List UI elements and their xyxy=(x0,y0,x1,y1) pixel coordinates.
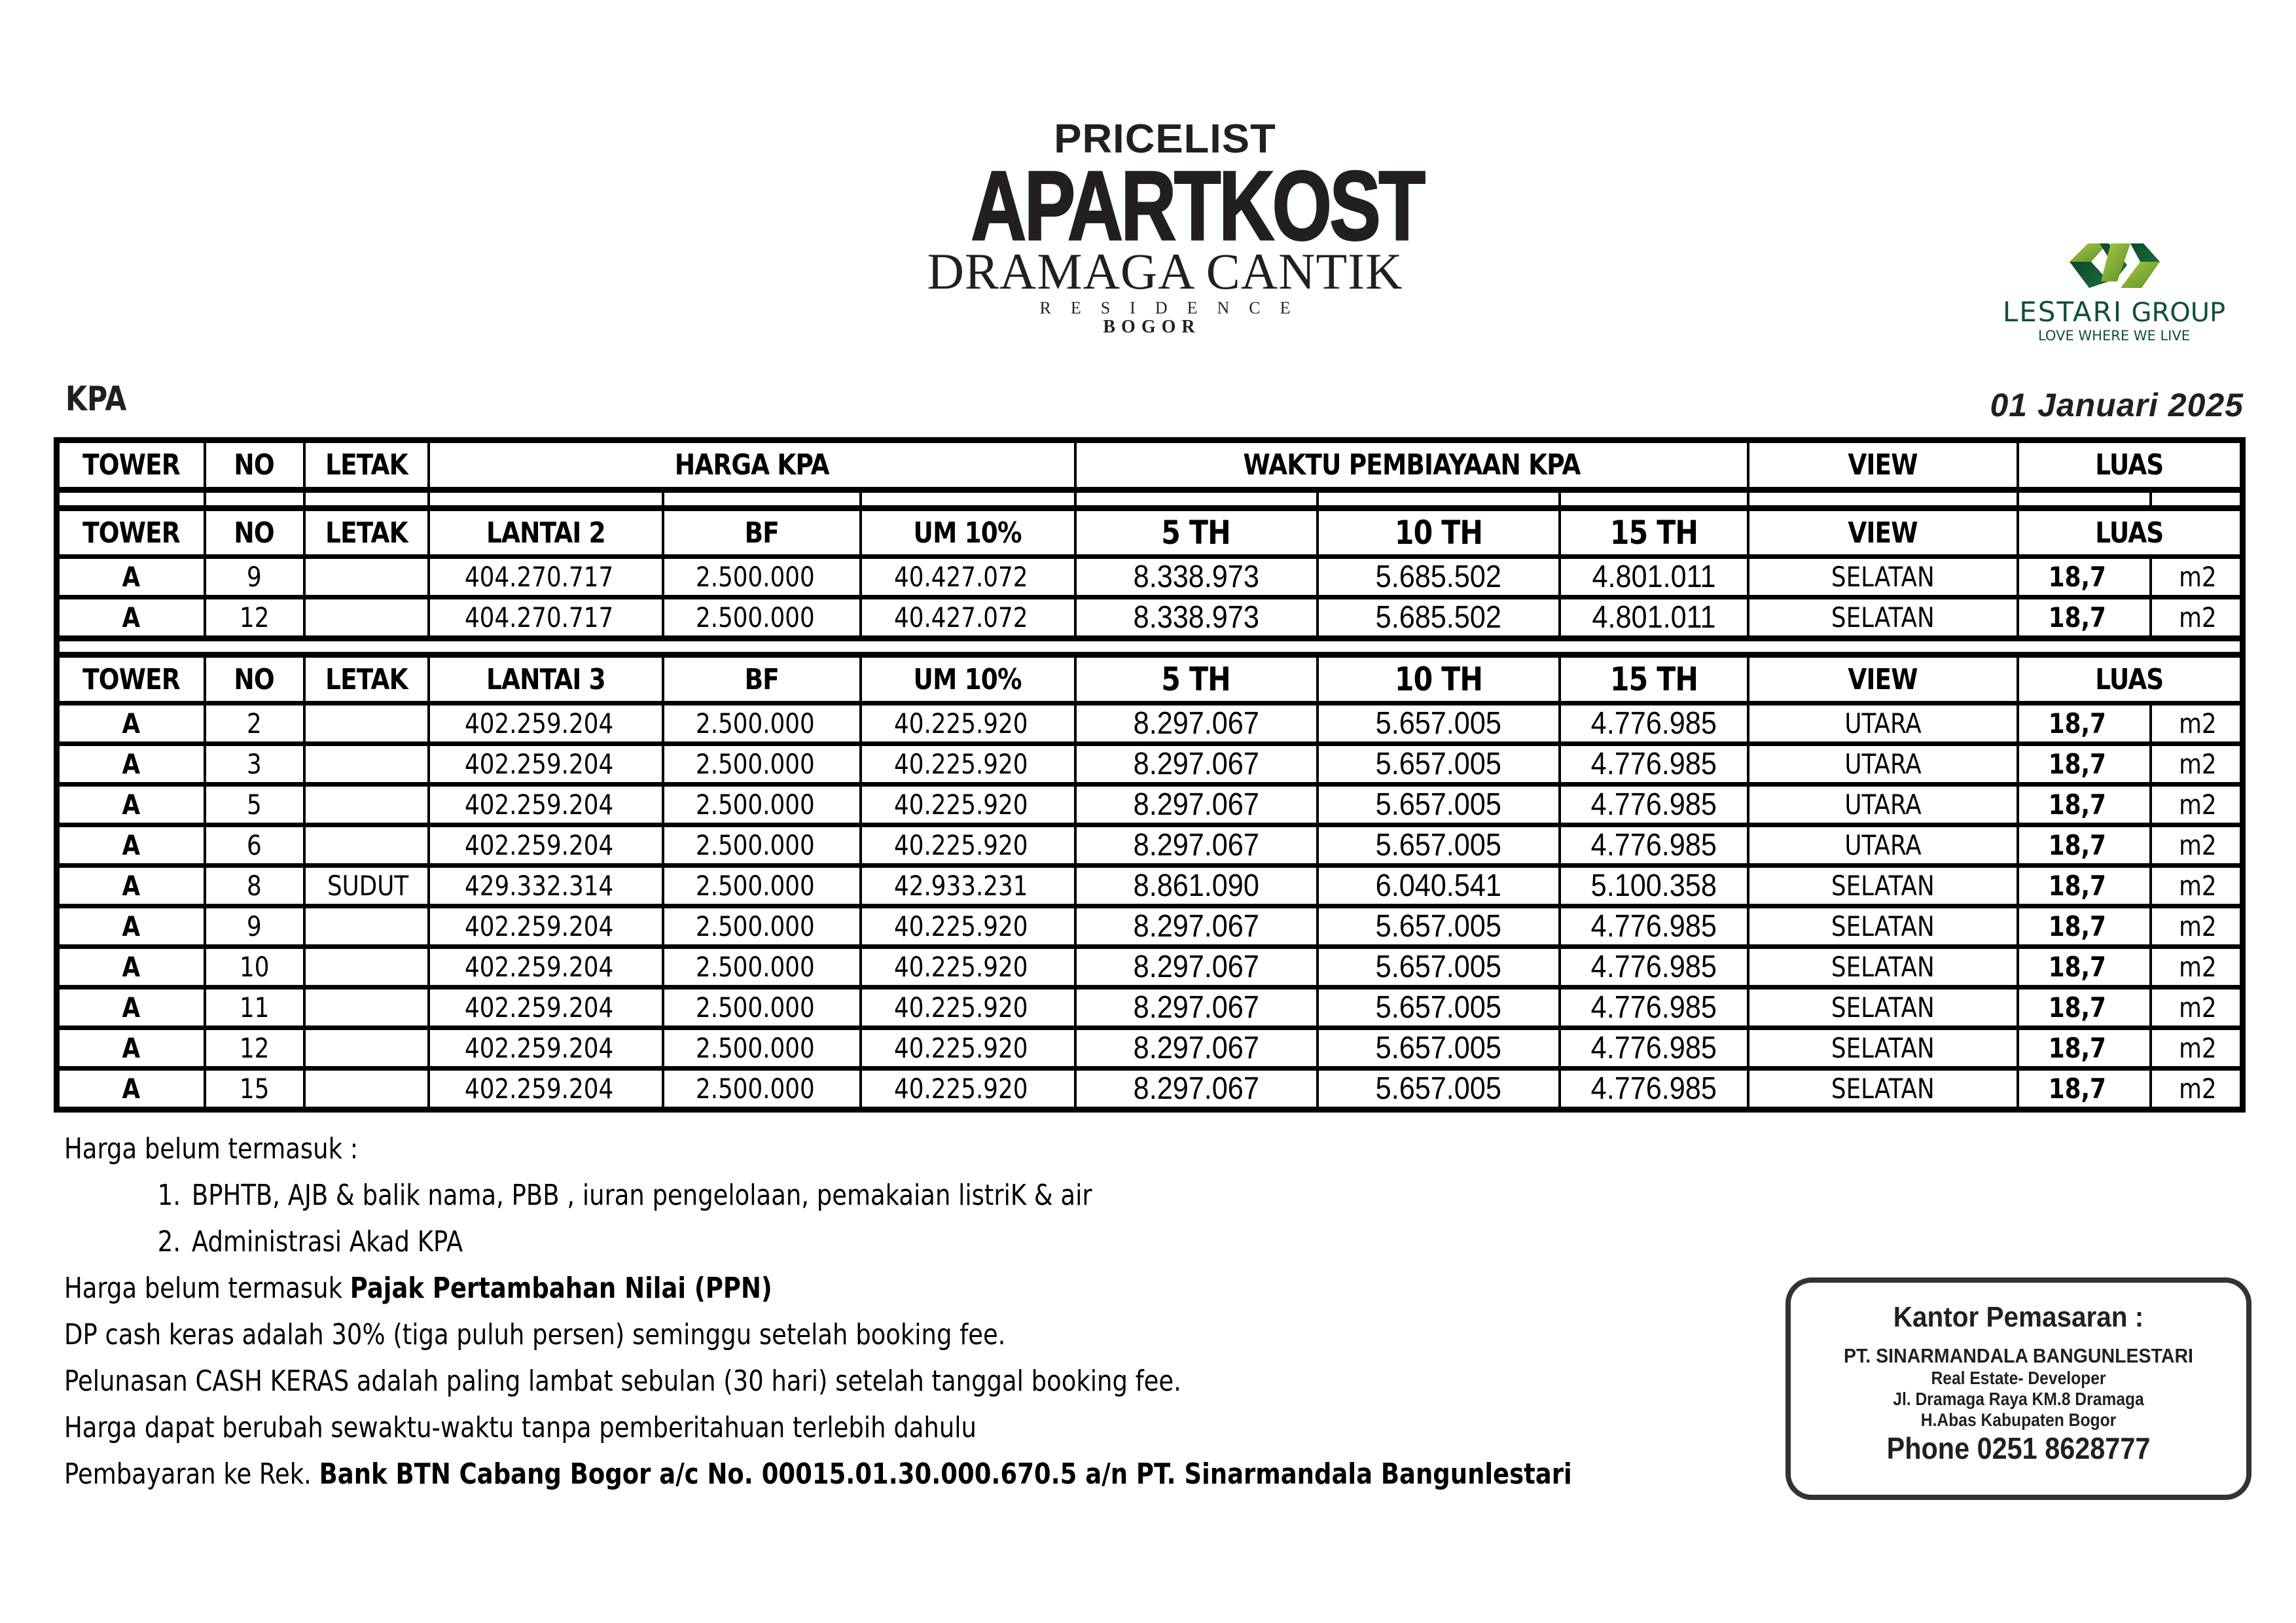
cell-um: 40.225.920 xyxy=(861,1028,1075,1069)
cell-th15: 4.776.985 xyxy=(1560,1069,1748,1110)
sub-header-no: NO xyxy=(205,655,304,704)
sub-header-5th: 5 TH xyxy=(1075,655,1318,704)
cell-th5: 8.297.067 xyxy=(1075,906,1318,947)
section-label-kpa: KPA xyxy=(65,380,127,419)
table-row xyxy=(57,866,2243,906)
cell-unit: m2 xyxy=(2151,597,2243,639)
table-row xyxy=(57,597,2243,639)
cell-letak xyxy=(304,557,429,597)
cell-th5: 8.338.973 xyxy=(1075,557,1318,597)
cell-th10: 5.657.005 xyxy=(1318,825,1560,866)
table-row xyxy=(57,947,2243,988)
sub-header-tower: TOWER xyxy=(57,655,205,704)
cell-um: 40.225.920 xyxy=(861,988,1075,1028)
cell-um: 40.225.920 xyxy=(861,947,1075,988)
cell-th15: 4.776.985 xyxy=(1560,825,1748,866)
logo-name xyxy=(1983,297,2245,328)
cell-view: SELATAN xyxy=(1748,557,2018,597)
cell-view: SELATAN xyxy=(1748,1069,2018,1110)
sub-header-bf: BF xyxy=(663,508,861,557)
cell-view: UTARA xyxy=(1748,704,2018,744)
cell-unit: m2 xyxy=(2151,1069,2243,1110)
cell-um: 40.225.920 xyxy=(861,1069,1075,1110)
section-lantai-2-rows xyxy=(57,557,2243,639)
cell-um: 42.933.231 xyxy=(861,866,1075,906)
cell-th15: 4.776.985 xyxy=(1560,947,1748,988)
cell-letak xyxy=(304,1069,429,1110)
pricelist-date: 01 Januari 2025 xyxy=(1990,387,2244,423)
sub-header-letak: LETAK xyxy=(304,655,429,704)
cell-th5: 8.297.067 xyxy=(1075,825,1318,866)
cell-letak: SUDUT xyxy=(304,866,429,906)
cell-harga: 404.270.717 xyxy=(429,557,663,597)
cell-harga: 402.259.204 xyxy=(429,1028,663,1069)
cell-luas: 18,7 xyxy=(2018,1069,2151,1110)
cell-bf: 2.500.000 xyxy=(663,825,861,866)
cell-th10: 5.685.502 xyxy=(1318,597,1560,639)
office-type: Real Estate- Developer xyxy=(1931,1368,2106,1388)
sub-header-15th: 15 TH xyxy=(1560,508,1748,557)
price-change-note: Harga dapat berubah sewaktu-waktu tanpa pemberitahuan terlebih dahulu xyxy=(64,1411,977,1444)
cell-luas: 18,7 xyxy=(2018,744,2151,785)
cell-luas: 18,7 xyxy=(2018,906,2151,947)
table-row xyxy=(57,825,2243,866)
cell-tower: A xyxy=(57,906,205,947)
sub-header-no: NO xyxy=(205,508,304,557)
cell-th5: 8.297.067 xyxy=(1075,947,1318,988)
cell-luas: 18,7 xyxy=(2018,825,2151,866)
dp-note: DP cash keras adalah 30% (tiga puluh persen) seminggu setelah booking fee. xyxy=(64,1318,1006,1351)
cell-th15: 4.801.011 xyxy=(1560,557,1748,597)
table-row xyxy=(57,557,2243,597)
cell-view: SELATAN xyxy=(1748,906,2018,947)
cell-letak xyxy=(304,744,429,785)
cell-view: UTARA xyxy=(1748,785,2018,825)
cell-letak xyxy=(304,704,429,744)
cell-um: 40.427.072 xyxy=(861,557,1075,597)
cell-bf: 2.500.000 xyxy=(663,744,861,785)
logo-name-part2: GROUP xyxy=(2131,298,2226,328)
sub-header-um: UM 10% xyxy=(861,655,1075,704)
cell-luas: 18,7 xyxy=(2018,557,2151,597)
cell-letak xyxy=(304,988,429,1028)
sub-header-lantai: LANTAI 2 xyxy=(429,508,663,557)
cell-th15: 4.776.985 xyxy=(1560,704,1748,744)
table-main-header xyxy=(57,440,2243,490)
cell-tower: A xyxy=(57,557,205,597)
marketing-office-box xyxy=(1785,1277,2251,1500)
sub-header-tower: TOWER xyxy=(57,508,205,557)
cell-th10: 5.657.005 xyxy=(1318,988,1560,1028)
sub-header-lantai: LANTAI 3 xyxy=(429,655,663,704)
exclusions-title: Harga belum termasuk : xyxy=(64,1132,359,1166)
table-row xyxy=(57,785,2243,825)
cell-unit: m2 xyxy=(2151,988,2243,1028)
office-phone: Phone 0251 8628777 xyxy=(1886,1431,2151,1465)
residence-label: RESIDENCE xyxy=(1039,298,1310,317)
cell-tower: A xyxy=(57,1069,205,1110)
cell-unit: m2 xyxy=(2151,866,2243,906)
cell-tower: A xyxy=(57,866,205,906)
cell-th5: 8.861.090 xyxy=(1075,866,1318,906)
cell-harga: 402.259.204 xyxy=(429,1069,663,1110)
office-address-line2: H.Abas Kabupaten Bogor xyxy=(1920,1410,2117,1430)
cell-luas: 18,7 xyxy=(2018,947,2151,988)
header-no: NO xyxy=(205,440,304,490)
cell-th10: 5.657.005 xyxy=(1318,906,1560,947)
cell-no: 3 xyxy=(205,744,304,785)
cell-th15: 4.776.985 xyxy=(1560,785,1748,825)
cell-th5: 8.297.067 xyxy=(1075,1069,1318,1110)
cell-no: 5 xyxy=(205,785,304,825)
cell-unit: m2 xyxy=(2151,947,2243,988)
cell-luas: 18,7 xyxy=(2018,866,2151,906)
cell-th5: 8.297.067 xyxy=(1075,988,1318,1028)
exclusion-item: 2. Administrasi Akad KPA xyxy=(157,1225,463,1258)
table-row xyxy=(57,906,2243,947)
table-row xyxy=(57,744,2243,785)
header-letak: LETAK xyxy=(304,440,429,490)
cell-no: 12 xyxy=(205,597,304,639)
cell-th10: 5.657.005 xyxy=(1318,785,1560,825)
sub-header-bf: BF xyxy=(663,655,861,704)
cell-bf: 2.500.000 xyxy=(663,866,861,906)
logo-tagline: LOVE WHERE WE LIVE xyxy=(2037,328,2190,344)
cell-tower: A xyxy=(57,947,205,988)
cell-th10: 5.657.005 xyxy=(1318,704,1560,744)
cell-no: 12 xyxy=(205,1028,304,1069)
cell-luas: 18,7 xyxy=(2018,597,2151,639)
cell-bf: 2.500.000 xyxy=(663,988,861,1028)
cell-harga: 402.259.204 xyxy=(429,906,663,947)
cell-th15: 4.776.985 xyxy=(1560,988,1748,1028)
cell-tower: A xyxy=(57,988,205,1028)
cell-letak xyxy=(304,785,429,825)
cell-th15: 4.776.985 xyxy=(1560,1028,1748,1069)
lestari-ribbon-icon xyxy=(2062,236,2166,294)
cell-th15: 4.776.985 xyxy=(1560,744,1748,785)
cell-view: SELATAN xyxy=(1748,597,2018,639)
cell-harga: 429.332.314 xyxy=(429,866,663,906)
cell-luas: 18,7 xyxy=(2018,1028,2151,1069)
pelunasan-note: Pelunasan CASH KERAS adalah paling lambat sebulan (30 hari) setelah tanggal booking fee. xyxy=(64,1364,1181,1398)
ppn-note: Harga belum termasuk Pajak Pertambahan Nilai (PPN) xyxy=(64,1272,772,1305)
pricelist-title: PRICELIST xyxy=(1054,116,1276,162)
cell-tower: A xyxy=(57,1028,205,1069)
cell-letak xyxy=(304,597,429,639)
cell-view: SELATAN xyxy=(1748,866,2018,906)
sub-header-15th: 15 TH xyxy=(1560,655,1748,704)
cell-th5: 8.297.067 xyxy=(1075,704,1318,744)
sub-header-um: UM 10% xyxy=(861,508,1075,557)
office-company: PT. SINARMANDALA BANGUNLESTARI xyxy=(1844,1344,2193,1367)
cell-unit: m2 xyxy=(2151,557,2243,597)
header-tower: TOWER xyxy=(57,440,205,490)
cell-no: 10 xyxy=(205,947,304,988)
cell-luas: 18,7 xyxy=(2018,988,2151,1028)
cell-unit: m2 xyxy=(2151,1028,2243,1069)
price-table xyxy=(54,437,2246,1113)
section-gap-row xyxy=(57,639,2243,655)
cell-no: 2 xyxy=(205,704,304,744)
header-harga-kpa: HARGA KPA xyxy=(429,440,1075,490)
exclusion-item: 1. BPHTB, AJB & balik nama, PBB , iuran pengelolaan, pemakaian listriK & air xyxy=(157,1179,1092,1212)
cell-harga: 402.259.204 xyxy=(429,825,663,866)
header-waktu-pembiayaan: WAKTU PEMBIAYAAN KPA xyxy=(1075,440,1748,490)
cell-th5: 8.297.067 xyxy=(1075,785,1318,825)
cell-letak xyxy=(304,1028,429,1069)
cell-bf: 2.500.000 xyxy=(663,906,861,947)
section-header-lantai-3 xyxy=(57,655,2243,704)
cell-bf: 2.500.000 xyxy=(663,597,861,639)
sub-header-view: VIEW xyxy=(1748,508,2018,557)
cell-harga: 402.259.204 xyxy=(429,947,663,988)
cell-tower: A xyxy=(57,785,205,825)
cell-th10: 5.657.005 xyxy=(1318,744,1560,785)
cell-no: 6 xyxy=(205,825,304,866)
office-address-line1: Jl. Dramaga Raya KM.8 Dramaga xyxy=(1893,1389,2144,1409)
cell-um: 40.225.920 xyxy=(861,744,1075,785)
cell-th5: 8.297.067 xyxy=(1075,744,1318,785)
office-title: Kantor Pemasaran : xyxy=(1893,1301,2144,1333)
cell-letak xyxy=(304,947,429,988)
cell-unit: m2 xyxy=(2151,906,2243,947)
cell-th10: 5.657.005 xyxy=(1318,947,1560,988)
cell-tower: A xyxy=(57,704,205,744)
sub-header-10th: 10 TH xyxy=(1318,508,1560,557)
cell-no: 11 xyxy=(205,988,304,1028)
project-name: DRAMAGA CANTIK xyxy=(927,243,1403,300)
cell-bf: 2.500.000 xyxy=(663,557,861,597)
cell-um: 40.225.920 xyxy=(861,785,1075,825)
section-header-lantai-2 xyxy=(57,508,2243,557)
cell-view: SELATAN xyxy=(1748,988,2018,1028)
cell-bf: 2.500.000 xyxy=(663,1028,861,1069)
header-view: VIEW xyxy=(1748,440,2018,490)
cell-bf: 2.500.000 xyxy=(663,1069,861,1110)
cell-th15: 4.801.011 xyxy=(1560,597,1748,639)
cell-unit: m2 xyxy=(2151,744,2243,785)
cell-th5: 8.338.973 xyxy=(1075,597,1318,639)
cell-th15: 4.776.985 xyxy=(1560,906,1748,947)
cell-bf: 2.500.000 xyxy=(663,785,861,825)
city-label: BOGOR xyxy=(1103,317,1201,337)
cell-th10: 6.040.541 xyxy=(1318,866,1560,906)
brand-title: APARTKOST xyxy=(971,151,1424,260)
sub-header-10th: 10 TH xyxy=(1318,655,1560,704)
terms-notes xyxy=(64,1126,1823,1497)
sub-header-luas: LUAS xyxy=(2018,508,2243,557)
cell-view: SELATAN xyxy=(1748,947,2018,988)
cell-th5: 8.297.067 xyxy=(1075,1028,1318,1069)
cell-harga: 402.259.204 xyxy=(429,988,663,1028)
cell-bf: 2.500.000 xyxy=(663,704,861,744)
cell-um: 40.427.072 xyxy=(861,597,1075,639)
cell-harga: 402.259.204 xyxy=(429,785,663,825)
sub-header-letak: LETAK xyxy=(304,508,429,557)
header-spacer-row xyxy=(57,490,2243,508)
cell-tower: A xyxy=(57,597,205,639)
cell-th10: 5.685.502 xyxy=(1318,557,1560,597)
lestari-group-logo xyxy=(1983,236,2245,344)
cell-harga: 404.270.717 xyxy=(429,597,663,639)
header-luas: LUAS xyxy=(2018,440,2243,490)
cell-tower: A xyxy=(57,825,205,866)
cell-unit: m2 xyxy=(2151,825,2243,866)
cell-no: 8 xyxy=(205,866,304,906)
cell-unit: m2 xyxy=(2151,704,2243,744)
cell-letak xyxy=(304,906,429,947)
cell-tower: A xyxy=(57,744,205,785)
cell-luas: 18,7 xyxy=(2018,785,2151,825)
table-row xyxy=(57,1069,2243,1110)
payment-note: Pembayaran ke Rek. Bank BTN Cabang Bogor a/c No. 00015.01.30.000.670.5 a/n PT. Sinarmandala Bangunlestari xyxy=(64,1457,1572,1491)
cell-no: 15 xyxy=(205,1069,304,1110)
cell-harga: 402.259.204 xyxy=(429,704,663,744)
section-lantai-3-rows xyxy=(57,704,2243,1110)
table-row xyxy=(57,988,2243,1028)
cell-view: UTARA xyxy=(1748,744,2018,785)
cell-no: 9 xyxy=(205,906,304,947)
title-block xyxy=(916,116,1424,337)
cell-th10: 5.657.005 xyxy=(1318,1069,1560,1110)
cell-th10: 5.657.005 xyxy=(1318,1028,1560,1069)
cell-unit: m2 xyxy=(2151,785,2243,825)
sub-header-view: VIEW xyxy=(1748,655,2018,704)
sub-header-luas: LUAS xyxy=(2018,655,2243,704)
cell-letak xyxy=(304,825,429,866)
table-row xyxy=(57,1028,2243,1069)
cell-harga: 402.259.204 xyxy=(429,744,663,785)
cell-luas: 18,7 xyxy=(2018,704,2151,744)
cell-th15: 5.100.358 xyxy=(1560,866,1748,906)
cell-um: 40.225.920 xyxy=(861,906,1075,947)
cell-view: UTARA xyxy=(1748,825,2018,866)
table-row xyxy=(57,704,2243,744)
sub-header-5th: 5 TH xyxy=(1075,508,1318,557)
cell-view: SELATAN xyxy=(1748,1028,2018,1069)
cell-um: 40.225.920 xyxy=(861,704,1075,744)
cell-um: 40.225.920 xyxy=(861,825,1075,866)
cell-no: 9 xyxy=(205,557,304,597)
logo-name-part1: LESTARI xyxy=(2002,296,2123,328)
cell-bf: 2.500.000 xyxy=(663,947,861,988)
